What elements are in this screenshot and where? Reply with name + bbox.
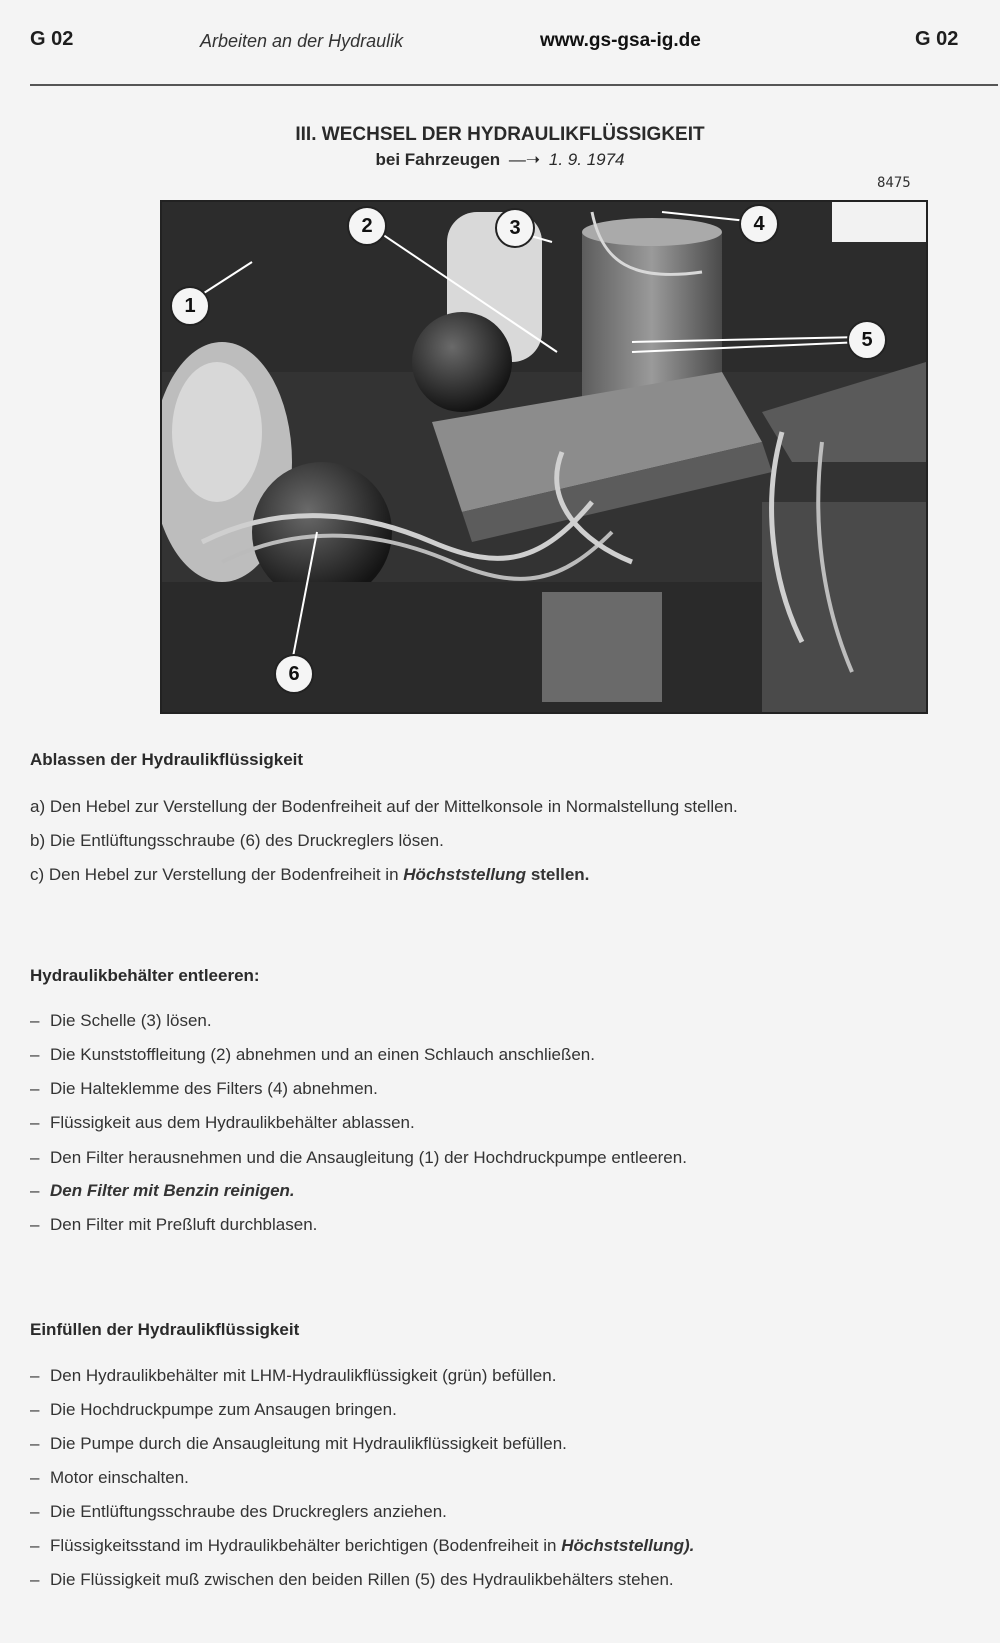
list-dash: –: [30, 1536, 40, 1555]
subtitle-prefix: bei Fahrzeugen: [375, 150, 501, 169]
list-item-text: Die Schelle (3) lösen.: [50, 1011, 212, 1030]
engine-photo: [160, 200, 928, 714]
step-b: b) Die Entlüftungsschraube (6) des Druckreglers lösen.: [30, 831, 444, 850]
header-right-code: G 02: [915, 28, 959, 50]
callout-3: 3: [495, 208, 535, 248]
list-dash: –: [30, 1045, 40, 1064]
list-dash: –: [30, 1400, 40, 1419]
list-dash: –: [30, 1434, 40, 1453]
step-c-emphasis: Höchststellung: [403, 865, 527, 884]
list-dash: –: [30, 1011, 40, 1030]
list-dash: –: [30, 1113, 40, 1132]
step-c-text: c) Den Hebel zur Verstellung der Bodenfreiheit in: [30, 865, 399, 884]
list-dash: –: [30, 1468, 40, 1487]
document-title: III. WECHSEL DER HYDRAULIKFLÜSSIGKEIT: [295, 124, 705, 145]
list-dash: –: [30, 1079, 40, 1098]
callout-2: 2: [347, 206, 387, 246]
list-item-text: Flüssigkeit aus dem Hydraulikbehälter ablassen.: [50, 1113, 415, 1132]
list-item: [30, 1045, 595, 1065]
list-item: [30, 1148, 687, 1168]
list-item: [30, 1366, 556, 1386]
step-c-tail: stellen.: [530, 865, 590, 884]
list-item: [30, 1468, 189, 1488]
subtitle-date: 1. 9. 1974: [548, 150, 625, 169]
callout-6: 6: [274, 654, 314, 694]
list-item-text: Die Halteklemme des Filters (4) abnehmen.: [50, 1079, 378, 1098]
list-item-text: Motor einschalten.: [50, 1468, 189, 1487]
section-heading-einfuellen: Einfüllen der Hydraulikflüssigkeit: [30, 1320, 300, 1339]
callout-5: 5: [847, 320, 887, 360]
list-item: [30, 1215, 317, 1235]
list-item: [30, 1536, 694, 1556]
document-subtitle: [0, 150, 1000, 170]
header-rule: [30, 84, 998, 86]
header-title: Arbeiten an der Hydraulik: [200, 31, 404, 51]
callout-1: 1: [170, 286, 210, 326]
list-dash: –: [30, 1366, 40, 1385]
list-item: [30, 1400, 397, 1420]
list-item-text: Den Filter herausnehmen und die Ansaugleitung (1) der Hochdruckpumpe entleeren.: [50, 1148, 687, 1167]
list-item: [30, 1434, 567, 1454]
list-item-text: Die Flüssigkeit muß zwischen den beiden Rillen (5) des Hydraulikbehälters stehen.: [50, 1570, 674, 1589]
list-item-text: Flüssigkeitsstand im Hydraulikbehälter berichtigen (Bodenfreiheit in: [50, 1536, 557, 1555]
list-item: [30, 1113, 415, 1133]
subtitle-arrow: —➝: [508, 150, 541, 169]
list-dash: –: [30, 1181, 40, 1200]
list-item-text: Den Hydraulikbehälter mit LHM-Hydraulikflüssigkeit (grün) befüllen.: [50, 1366, 557, 1385]
step-c: [30, 865, 589, 885]
list-item: [30, 1079, 378, 1099]
list-item: [30, 1570, 674, 1590]
list-item-text: Die Entlüftungsschraube des Druckreglers anziehen.: [50, 1502, 447, 1521]
list-dash: –: [30, 1502, 40, 1521]
header-left-code: G 02: [30, 28, 74, 50]
figure-number: 8475: [877, 175, 911, 191]
list-item: [30, 1502, 447, 1522]
callout-4: 4: [739, 204, 779, 244]
section-heading-ablassen: Ablassen der Hydraulikflüssigkeit: [30, 750, 304, 769]
header-url: www.gs-gsa-ig.de: [540, 30, 701, 51]
list-item-text: Den Filter mit Benzin reinigen.: [50, 1181, 295, 1200]
list-dash: –: [30, 1570, 40, 1589]
list-item-text: Die Hochdruckpumpe zum Ansaugen bringen.: [50, 1400, 397, 1419]
list-dash: –: [30, 1215, 40, 1234]
list-item-text: Den Filter mit Preßluft durchblasen.: [50, 1215, 318, 1234]
list-item-text: Die Kunststoffleitung (2) abnehmen und an einen Schlauch anschließen.: [50, 1045, 595, 1064]
list-dash: –: [30, 1148, 40, 1167]
section-heading-entleeren: Hydraulikbehälter entleeren:: [30, 966, 260, 985]
list-item: [30, 1011, 212, 1031]
list-item-emphasis: Höchststellung).: [561, 1536, 695, 1555]
list-item-text: Die Pumpe durch die Ansaugleitung mit Hydraulikflüssigkeit befüllen.: [50, 1434, 567, 1453]
list-item: [30, 1181, 295, 1201]
step-a: a) Den Hebel zur Verstellung der Bodenfreiheit auf der Mittelkonsole in Normalstellung stellen.: [30, 797, 738, 816]
